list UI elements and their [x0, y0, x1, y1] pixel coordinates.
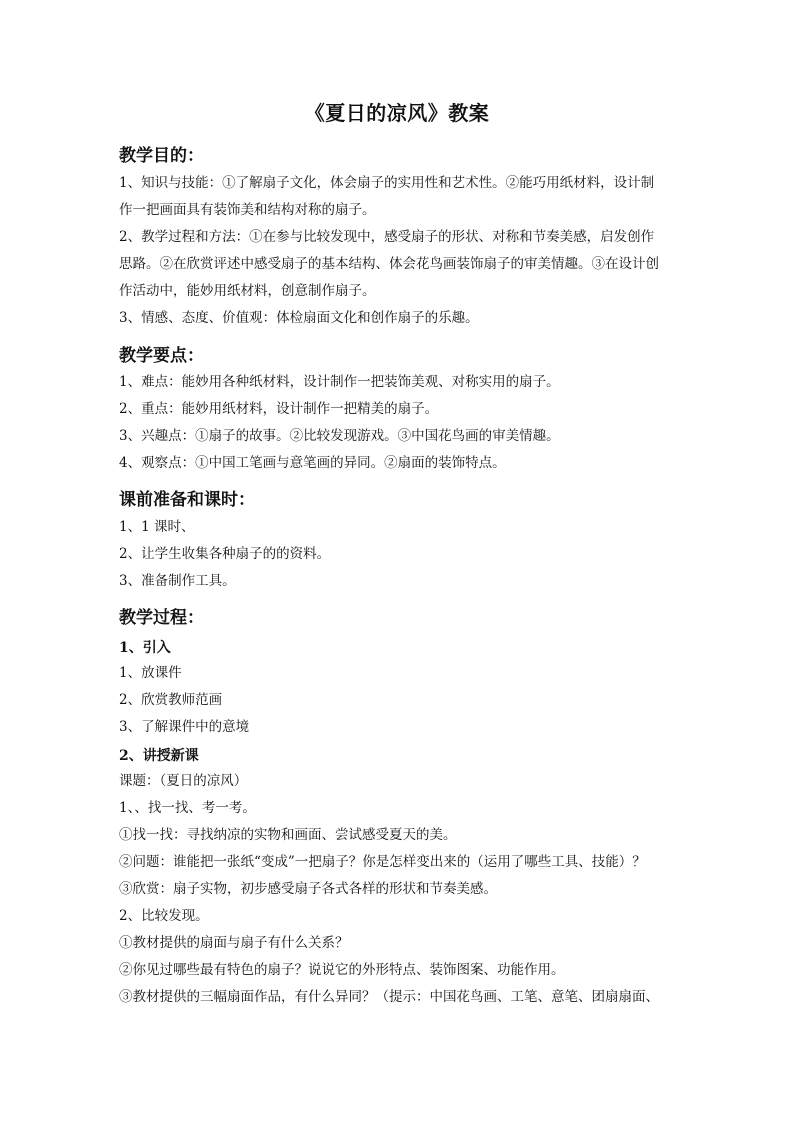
keypoints-line: 2、重点：能妙用纸材料，设计制作一把精美的扇子。 [119, 401, 439, 417]
lesson-line: ②你见过哪些最有特色的扇子？说说它的外形特点、装饰图案、功能作用。 [119, 962, 565, 978]
lesson-line: ②问题：谁能把一张纸“变成”一把扇子？你是怎样变出来的（运用了哪些工具、技能）？ [119, 854, 646, 870]
intro-line: 2、欣赏教师范画 [119, 692, 223, 708]
lesson-line: 2、比较发现。 [119, 908, 209, 924]
goals-line: 思路。②在欣赏评述中感受扇子的基本结构、体会花鸟画装饰扇子的审美情趣。③在设计创 [119, 256, 659, 272]
prep-line: 1、1 课时、 [119, 519, 195, 535]
goals-line: 1、知识与技能：①了解扇子文化，体会扇子的实用性和艺术性。②能巧用纸材料，设计制 [119, 175, 655, 191]
lesson-line: ③教材提供的三幅扇面作品，有什么异同？（提示：中国花鸟画、工笔、意笔、团扇扇面、 [119, 989, 659, 1005]
keypoints-heading: 教学要点： [119, 346, 204, 366]
intro-line: 1、放课件 [119, 665, 182, 681]
lesson-line: ③欣赏：扇子实物，初步感受扇子各式各样的形状和节奏美感。 [119, 881, 497, 897]
goals-line: 作一把画面具有装饰美和结构对称的扇子。 [119, 202, 376, 218]
lesson-line: ①找一找：寻找纳凉的实物和画面、尝试感受夏天的美。 [119, 827, 457, 843]
goals-line: 作活动中，能妙用纸材料，创意制作扇子。 [119, 283, 376, 299]
keypoints-line: 4、观察点：①中国工笔画与意笔画的异同。②扇面的装饰特点。 [119, 455, 506, 471]
goals-line: 3、情感、态度、价值观：体检扇面文化和创作扇子的乐趣。 [119, 310, 479, 326]
lesson-subheading: 2、讲授新课 [119, 748, 199, 764]
document-title: 《夏日的凉风》教案 [304, 101, 490, 125]
intro-subheading: 1、引入 [119, 640, 171, 656]
keypoints-line: 1、难点：能妙用各种纸材料，设计制作一把装饰美观、对称实用的扇子。 [119, 374, 560, 390]
process-heading: 教学过程： [119, 608, 204, 628]
intro-line: 3、了解课件中的意境 [119, 719, 250, 735]
lesson-line: ①教材提供的扇面与扇子有什么关系？ [119, 935, 349, 951]
prep-heading: 课前准备和课时： [119, 490, 255, 510]
prep-line: 2、让学生收集各种扇子的的资料。 [119, 546, 331, 562]
lesson-line: 1、、找一找、考一考。 [119, 800, 256, 816]
lesson-line: 课题：（夏日的凉风） [119, 773, 248, 789]
keypoints-line: 3、兴趣点：①扇子的故事。②比较发现游戏。③中国花鸟画的审美情趣。 [119, 428, 560, 444]
goals-line: 2、教学过程和方法：①在参与比较发现中，感受扇子的形状、对称和节奏美感，启发创作 [119, 229, 655, 245]
goals-heading: 教学目的： [119, 146, 204, 166]
prep-line: 3、准备制作工具。 [119, 573, 236, 589]
